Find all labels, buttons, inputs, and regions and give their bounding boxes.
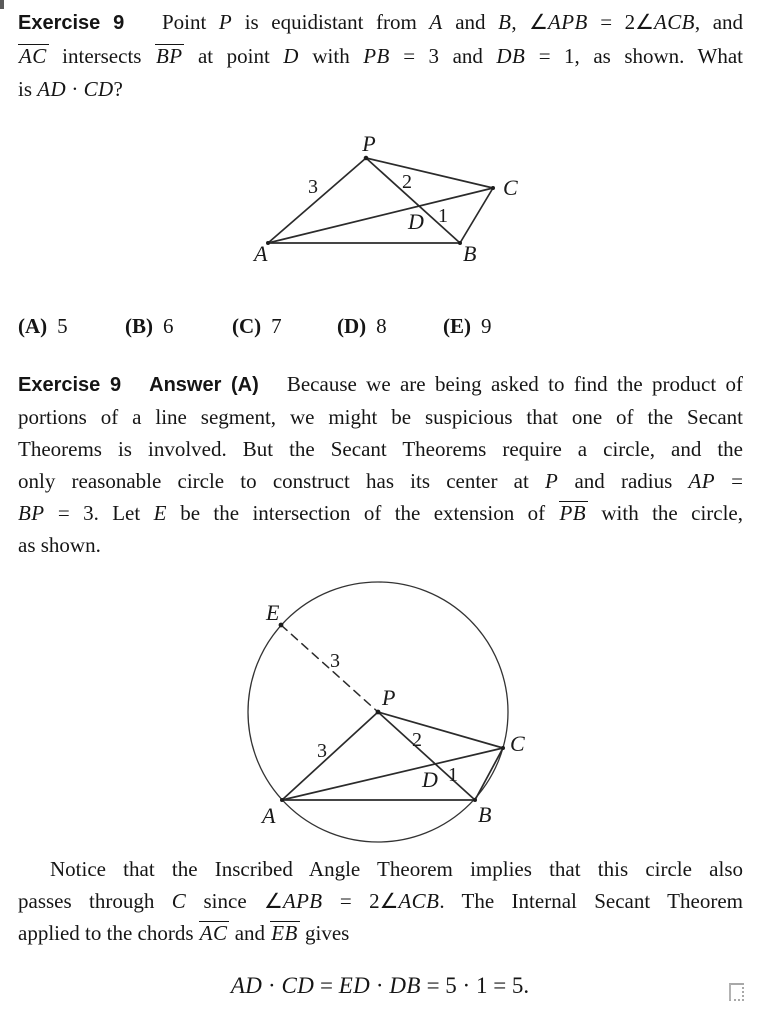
point-B-dot xyxy=(473,798,477,802)
text-segment: ACB xyxy=(654,10,695,34)
text-segment xyxy=(124,10,162,34)
text-segment: DB xyxy=(496,44,526,68)
text-segment: D xyxy=(283,44,299,68)
text-segment: AC xyxy=(19,44,47,68)
point-A-dot xyxy=(280,798,284,802)
text-segment: · xyxy=(66,77,84,101)
text-segment: AD xyxy=(37,77,67,101)
label-C: C xyxy=(503,175,518,200)
text-segment: AD xyxy=(230,973,263,998)
text-segment: = 2∠ xyxy=(587,10,654,34)
point-P-dot xyxy=(376,710,381,715)
choice-label: (C) xyxy=(232,314,262,338)
segment-AC xyxy=(268,188,493,243)
choice-value: 5 xyxy=(57,314,68,338)
answer-choices xyxy=(18,310,743,343)
text-segment: BP xyxy=(155,44,183,68)
text-segment: PB xyxy=(559,501,586,525)
text-segment: ACB xyxy=(398,889,440,913)
note-paragraph xyxy=(18,853,743,949)
text-segment: BP xyxy=(18,501,45,525)
qed-box xyxy=(729,983,744,1001)
text-segment: applied to the chords xyxy=(18,921,199,945)
text-segment: = 3 and xyxy=(389,44,497,68)
bold-heading-segment: Exercise 9 xyxy=(18,374,122,396)
text-segment: is xyxy=(18,77,38,101)
text-segment: P xyxy=(545,469,559,493)
length-DB: 1 xyxy=(438,205,448,227)
text-segment: Theorems is involved. But the Secant Theorems require a circle, and the xyxy=(18,437,743,461)
text-segment: APB xyxy=(282,889,323,913)
text-segment: · xyxy=(370,973,390,998)
text-segment: = xyxy=(714,469,743,493)
text-segment: passes through xyxy=(18,889,172,913)
problem-statement xyxy=(18,6,743,106)
text-line xyxy=(18,529,743,561)
length-PA: 3 xyxy=(308,176,318,198)
figure-circle xyxy=(240,573,548,851)
text-segment: is equidistant from xyxy=(232,10,430,34)
label-A: A xyxy=(254,241,268,266)
label-B: B xyxy=(478,802,492,827)
text-line xyxy=(18,40,743,73)
length-PD: 2 xyxy=(402,171,412,193)
text-segment: since ∠ xyxy=(186,889,283,913)
segment-AC xyxy=(282,748,503,800)
label-P: P xyxy=(362,135,376,156)
text-segment: at point xyxy=(184,44,284,68)
point-C-dot xyxy=(491,186,495,190)
label-D: D xyxy=(408,209,424,234)
text-segment: gives xyxy=(299,921,350,945)
choice-label: (A) xyxy=(18,314,48,338)
text-segment: be the intersection of the extension of xyxy=(166,501,559,525)
text-segment: . The Internal Secant Theorem xyxy=(439,889,743,913)
choice-label: (E) xyxy=(443,314,471,338)
choice-D xyxy=(337,310,387,343)
choice-C xyxy=(232,310,282,343)
text-segment: = 3. Let xyxy=(44,501,154,525)
text-line xyxy=(18,6,743,40)
segment-AP xyxy=(282,712,378,800)
text-segment: with xyxy=(298,44,364,68)
text-segment: Notice that the Inscribed Angle Theorem implies that this circle also xyxy=(50,857,743,881)
choice-label: (D) xyxy=(337,314,367,338)
label-E: E xyxy=(266,600,280,625)
choice-B xyxy=(125,310,174,343)
text-segment: A xyxy=(429,10,443,34)
text-line xyxy=(18,853,743,885)
text-segment: AP xyxy=(688,469,715,493)
text-segment: P xyxy=(218,10,233,34)
segment-BC xyxy=(460,188,493,243)
text-line xyxy=(18,433,743,465)
text-segment: CD xyxy=(281,973,315,998)
text-segment: , ∠ xyxy=(511,10,548,34)
text-line xyxy=(18,368,743,401)
text-segment: and radius xyxy=(558,469,689,493)
label-D: D xyxy=(422,767,438,792)
segment-BC xyxy=(475,748,503,800)
text-segment: portions of a line segment, we might be suspicious that one of the Secant xyxy=(18,405,743,429)
text-segment: = xyxy=(314,973,339,998)
choice-value: 6 xyxy=(163,314,174,338)
text-segment: · xyxy=(262,973,282,998)
label-P: P xyxy=(382,685,396,710)
text-segment: ? xyxy=(113,77,123,101)
text-line xyxy=(0,970,760,1002)
figure-triangle xyxy=(240,135,535,277)
text-segment: DB xyxy=(389,973,421,998)
choice-A xyxy=(18,310,68,343)
text-segment: C xyxy=(171,889,187,913)
text-segment: CD xyxy=(83,77,114,101)
text-segment: B xyxy=(498,10,512,34)
text-segment: = 1, as shown. What xyxy=(525,44,744,68)
text-segment: = 5 · 1 = 5. xyxy=(420,973,530,998)
final-equation xyxy=(0,970,760,1002)
segment-PC xyxy=(366,158,493,188)
choice-value: 8 xyxy=(376,314,387,338)
text-segment: only reasonable circle to construct has its center at xyxy=(18,469,546,493)
text-segment: and xyxy=(442,10,499,34)
length-PA: 3 xyxy=(317,740,327,762)
text-line xyxy=(18,497,743,529)
length-EP: 3 xyxy=(330,650,340,672)
label-B: B xyxy=(463,241,477,266)
point-C-dot xyxy=(501,746,505,750)
text-segment xyxy=(259,372,287,396)
text-line xyxy=(18,465,743,497)
point-B-dot xyxy=(458,241,462,245)
text-segment: , and xyxy=(694,10,744,34)
scan-artifact xyxy=(0,0,4,9)
text-segment: as shown. xyxy=(18,533,101,557)
text-line xyxy=(18,73,743,106)
choice-value: 7 xyxy=(271,314,282,338)
text-segment: ED xyxy=(338,973,371,998)
label-C: C xyxy=(510,731,525,756)
text-line xyxy=(18,401,743,433)
text-segment: and xyxy=(229,921,271,945)
text-segment: E xyxy=(153,501,167,525)
text-segment: intersects xyxy=(48,44,155,68)
bold-heading-segment: Exercise 9 xyxy=(18,12,125,34)
text-segment: = 2∠ xyxy=(322,889,399,913)
text-segment xyxy=(121,372,149,396)
text-line xyxy=(18,885,743,917)
label-A: A xyxy=(262,803,276,828)
text-segment: AC xyxy=(199,921,228,945)
text-segment: Because we are being asked to find the product of xyxy=(286,372,743,396)
length-DB: 1 xyxy=(448,764,458,786)
choice-value: 9 xyxy=(481,314,492,338)
choice-label: (B) xyxy=(125,314,153,338)
text-segment: EB xyxy=(271,921,298,945)
solution-paragraph xyxy=(18,368,743,561)
choice-E xyxy=(443,310,492,343)
text-segment: Point xyxy=(162,10,219,34)
bold-heading-segment: Answer (A) xyxy=(149,374,259,396)
point-P-dot xyxy=(364,156,369,161)
text-segment: with the circle, xyxy=(587,501,743,525)
length-PD: 2 xyxy=(412,729,422,751)
text-segment: PB xyxy=(363,44,390,68)
text-line xyxy=(18,917,743,949)
text-segment: APB xyxy=(548,10,588,34)
